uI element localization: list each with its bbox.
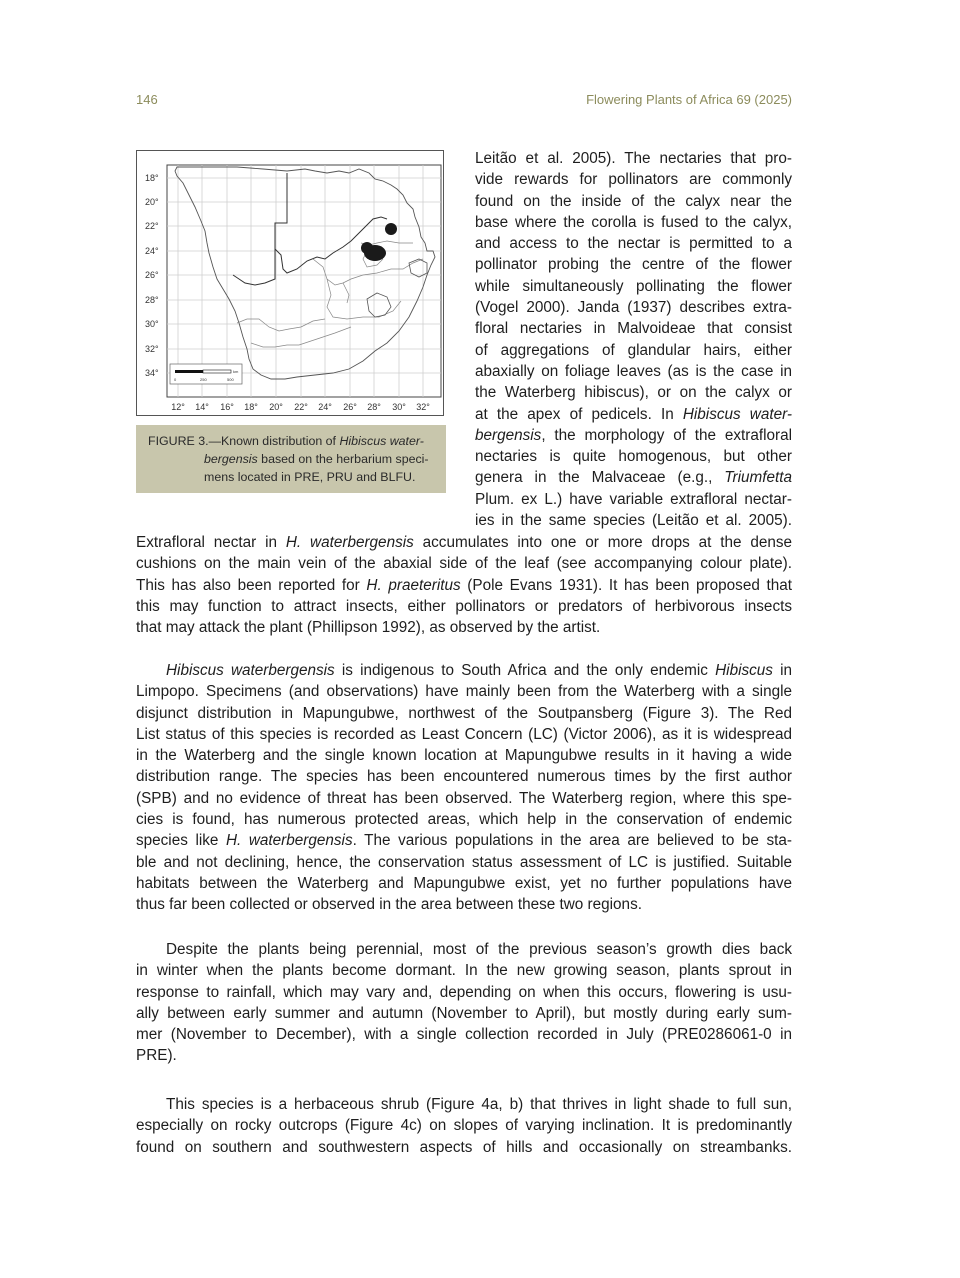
- x-axis-labels: [171, 402, 430, 412]
- right-column-text: Leitão et al. 2005). The nectaries that pro- vide rewards for pollinators are commonly found on the inside of the calyx near the base where the corolla is fused to the calyx, and access to the nectar is permitted to a pollinator probing the centre of the flower while simultaneously pollinating the flower (Vogel 2000). Janda (1937) describes extra- floral nectaries in Malvoideae that consist of aggregations of glandular hairs, either abaxially on foliage leaves (as is the case in the Waterberg hibiscus), or on the calyx or at the apex of pedicels. In Hibiscus water- bergensis, the morphology of the extrafloral nectaries is quite homogenous, but other genera in the Malvaceae (e.g., Triumfetta Plum. ex L.) have variable extrafloral nectar- ies in the same species (Leitão et al. 2005).: [475, 150, 792, 530]
- svg-text:16°: 16°: [220, 402, 234, 412]
- svg-text:26°: 26°: [145, 270, 159, 280]
- svg-text:250: 250: [200, 377, 207, 382]
- paragraph-phenology: Despite the plants being perennial, most of the previous season’s growth dies back in winter when the plants become dormant. In the new growing season, plants sprout in response to rainfall, which may vary and, depending on when this occurs, flowering is usu- ally between early summer and autumn (November to April), but mostly during early sum- mer (November to December), with a single collection recorded in July (PRE0286061-0 in PRE).: [136, 941, 792, 1065]
- svg-text:22°: 22°: [145, 221, 159, 231]
- figure-caption: [136, 425, 446, 493]
- svg-text:0: 0: [174, 377, 177, 382]
- paragraph-habitat: This species is a herbaceous shrub (Figure 4a, b) that thrives in light shade to full sun, especially on rocky outcrops (Figure 4c) on slopes of varying inclination. It is predominantly found on southern and southwestern aspects of hills and occasionally on streambanks.: [136, 1096, 792, 1156]
- svg-text:500: 500: [227, 377, 234, 382]
- svg-text:28°: 28°: [145, 295, 159, 305]
- svg-text:22°: 22°: [294, 402, 308, 412]
- journal-title: Flowering Plants of Africa 69 (2025): [586, 92, 792, 107]
- svg-text:12°: 12°: [171, 402, 185, 412]
- svg-text:24°: 24°: [145, 246, 159, 256]
- svg-text:18°: 18°: [244, 402, 258, 412]
- svg-text:24°: 24°: [318, 402, 332, 412]
- page-number: 146: [136, 92, 158, 107]
- running-head: [136, 92, 792, 112]
- paragraph-extrafloral-nectar: Extrafloral nectar in H. waterbergensis accumulates into one or more drops at the dense cushions on the main vein of the abaxial side of the leaf (see accompanying colour plate). This has also been reported for H. praeteritus (Pole Evans 1931). It has been proposed that this may function to attract insects, either pollinators or predators of herbivorous insects that may attack the plant (Phillipson 1992), as observed by the artist.: [136, 534, 793, 637]
- svg-text:km: km: [233, 369, 239, 374]
- svg-text:30°: 30°: [392, 402, 406, 412]
- figure-3-map: [136, 150, 444, 416]
- svg-text:28°: 28°: [367, 402, 381, 412]
- svg-text:30°: 30°: [145, 319, 159, 329]
- y-axis-labels: [145, 173, 159, 378]
- svg-text:32°: 32°: [416, 402, 430, 412]
- svg-text:20°: 20°: [269, 402, 283, 412]
- svg-text:20°: 20°: [145, 197, 159, 207]
- svg-text:14°: 14°: [195, 402, 209, 412]
- svg-text:34°: 34°: [145, 368, 159, 378]
- svg-text:26°: 26°: [343, 402, 357, 412]
- svg-text:32°: 32°: [145, 344, 159, 354]
- scale-bar: [170, 364, 242, 384]
- paragraph-distribution: Hibiscus waterbergensis is indigenous to South Africa and the only endemic Hibiscus in Limpopo. Specimens (and observations) have mainly been from the Waterberg with a single disjunct distribution in Mapungubwe, northwest of the Soutpansberg (Figure 3). The Red List status of this species is recorded as Least Concern (LC) (Victor 2006), as it is widespread in the Waterberg and the single known location at Mapungubwe results in it having a wide distribution range. The species has been encountered numerous times by the first author (SPB) and no evidence of threat has been observed. The Waterberg region, where this spe- cies is found, has numerous protected areas, which help in the conservation of endemic species like H. waterbergensis. The various populations in the area are believed to be sta- ble and not declining, hence, the conservation status assessment of LC is justified. Suitable habitats between the Waterberg and Mapungubwe exist, yet no further populations have thus far been collected or observed in the area between these two regions.: [136, 662, 793, 914]
- distribution-map: [137, 151, 443, 415]
- caption-text: FIGURE 3.—Known distribution of Hibiscus water- bergensis based on the herbarium speci- mens located in PRE, PRU and BLFU.: [148, 434, 429, 484]
- occurrence-point-mapungubwe: [385, 223, 397, 235]
- svg-text:18°: 18°: [145, 173, 159, 183]
